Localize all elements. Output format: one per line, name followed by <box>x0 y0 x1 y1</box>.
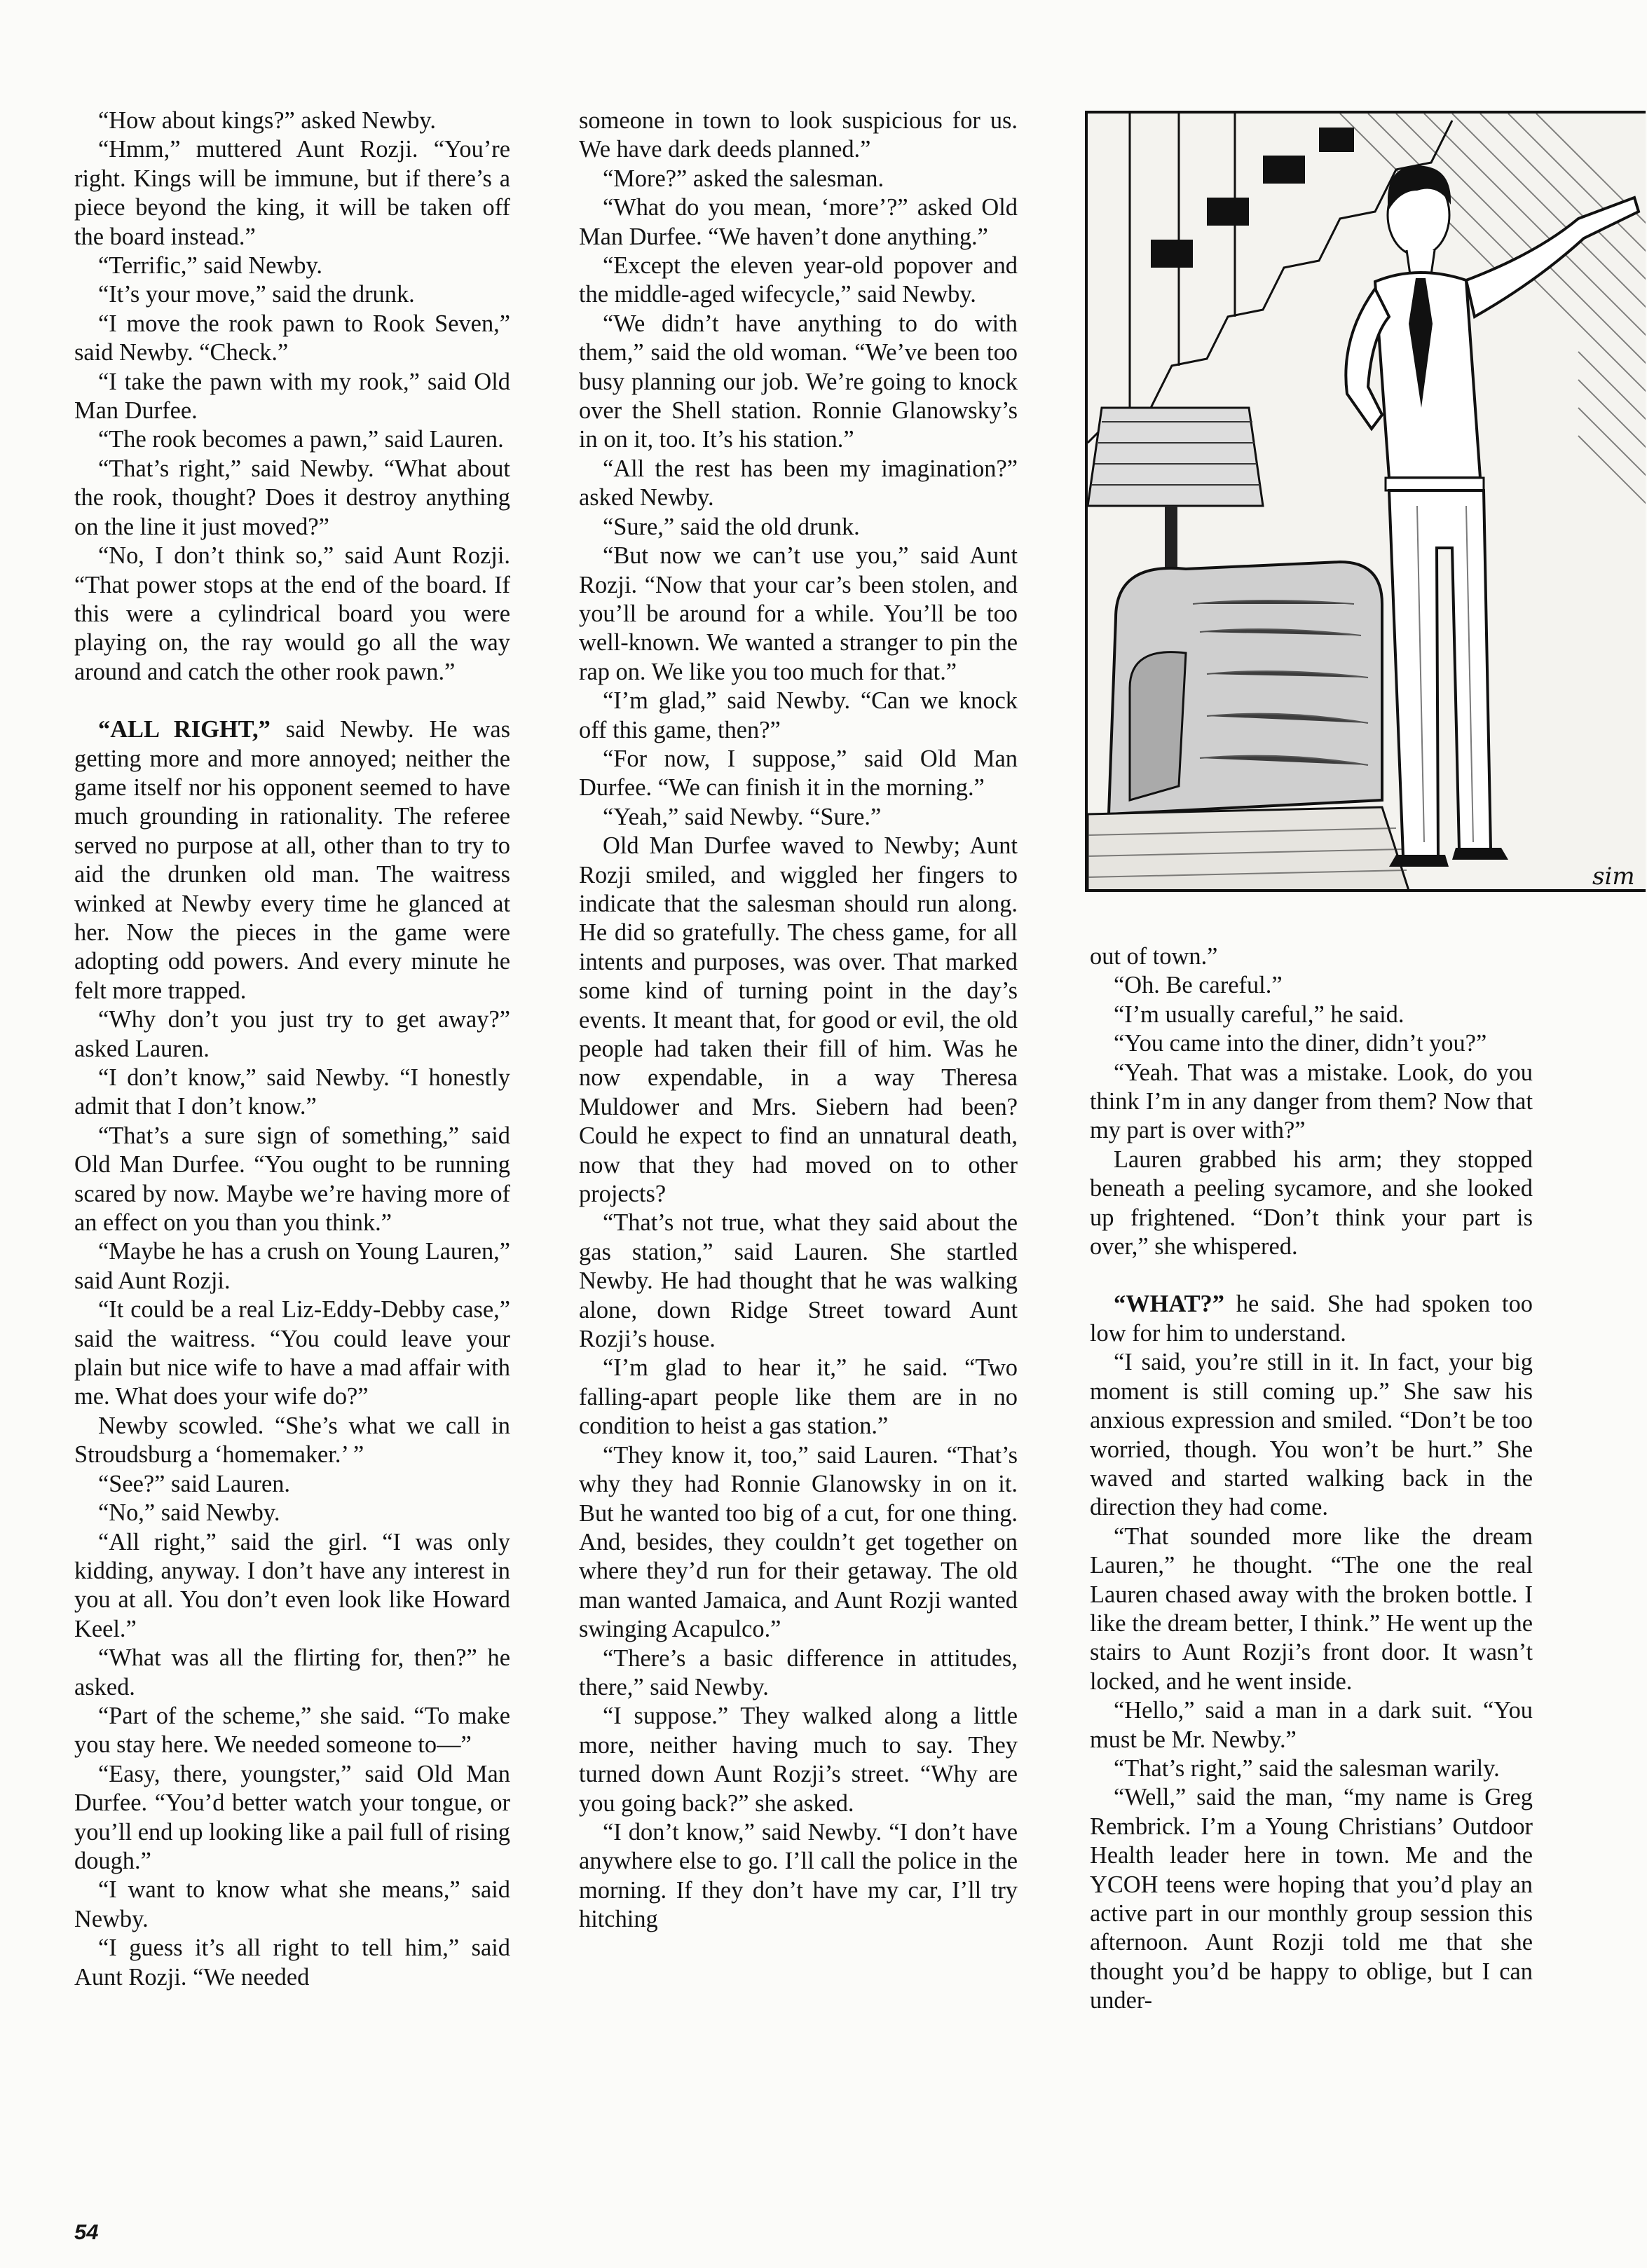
paragraph-text: “I take the pawn with my rook,” said Old Man Durfee. <box>74 368 510 425</box>
paragraph <box>74 252 510 280</box>
paragraph-text: “I don’t know,” said Newby. “I don’t have anywhere else to go. I’ll call the police in the morning. If they don’t have my car, I’ll try hitching <box>579 1818 1018 1933</box>
paragraph-text: “What was all the flirting for, then?” he asked. <box>74 1644 510 1700</box>
paragraph <box>579 832 1018 1209</box>
section-lead-in: “ALL RIGHT,” <box>98 716 271 743</box>
paragraph <box>74 1760 510 1876</box>
paragraph <box>579 165 1018 193</box>
paragraph <box>74 1470 510 1499</box>
paragraph <box>579 745 1018 803</box>
paragraph-text: “But now we can’t use you,” said Aunt Rozji. “Now that your car’s been stolen, and you’ll be around for a while. You’ll be too well-known. We wanted a stranger to pin the rap on. We like you too much for that.” <box>579 542 1018 685</box>
paragraph-text: “It’s your move,” said the drunk. <box>98 281 415 308</box>
paragraph <box>74 1528 510 1644</box>
paragraph <box>579 1209 1018 1354</box>
paragraph <box>74 1064 510 1122</box>
paragraph-text: “Part of the scheme,” she said. “To make you stay here. We needed someone to—” <box>74 1702 510 1759</box>
paragraph-text: “Well,” said the man, “my name is Greg Rembrick. I’m a Young Christians’ Outdoor Health leader here in town. Me and the YCOH teens were hoping that you’d play an active part in our monthly group session this afternoon. Aunt Rozji told me that she thought you’d be happy to oblige, but I can under- <box>1090 1784 1533 2014</box>
paragraph <box>74 455 510 542</box>
paragraph <box>74 1499 510 1527</box>
paragraph-text: “I suppose.” They walked along a little more, neither having much to say. They turned down Aunt Rozji’s street. “Why are you going back?” she asked. <box>579 1703 1018 1817</box>
paragraph-text: “Hmm,” muttered Aunt Rozji. “You’re right. Kings will be immune, but if there’s a piece beyond the king, it will be taken off the board instead.” <box>74 136 510 250</box>
paragraph-text: someone in town to look suspicious for us. We have dark deeds planned.” <box>579 107 1018 163</box>
paragraph <box>1090 1696 1533 1754</box>
artist-signature: sim <box>1592 862 1635 891</box>
paragraph <box>74 1237 510 1295</box>
paragraph <box>579 513 1018 542</box>
paragraph-text: “I guess it’s all right to tell him,” said Aunt Rozji. “We needed <box>74 1934 510 1991</box>
paragraph <box>74 135 510 252</box>
paragraph-text: “They know it, too,” said Lauren. “That’s why they had Ronnie Glanowsky in on it. But he wanted too big of a cut, for one thing. And, besides, they couldn’t get together on where they’d run for their getaway. The old man wanted Jamaica, and Aunt Rozji wanted swinging Acapulco.” <box>579 1441 1018 1643</box>
paragraph-text: “Terrific,” said Newby. <box>98 252 323 280</box>
paragraph <box>74 106 510 135</box>
paragraph-text: Newby scowled. “She’s what we call in Stroudsburg a ‘homemaker.’ ” <box>74 1412 510 1469</box>
paragraph <box>74 368 510 426</box>
paragraph-text: “No,” said Newby. <box>98 1499 280 1527</box>
text-column-2 <box>579 106 1018 1934</box>
paragraph-text: “I’m glad,” said Newby. “Can we knock off this game, then?” <box>579 687 1018 743</box>
paragraph-text: “I’m glad to hear it,” he said. “Two falling-apart people like them are in no condition to heist a gas station.” <box>579 1354 1018 1440</box>
paragraph-text: “That’s a sure sign of something,” said Old Man Durfee. “You ought to be running scared by now. Maybe we’re having more of an effect on you than you think.” <box>74 1122 510 1237</box>
paragraph <box>579 803 1018 832</box>
paragraph-text: “For now, I suppose,” said Old Man Durfee. “We can finish it in the morning.” <box>579 745 1018 802</box>
paragraph <box>74 310 510 368</box>
paragraph-text: he said. She had spoken too low for him to understand. <box>1090 1291 1533 1347</box>
paragraph <box>1090 1146 1533 1262</box>
man-standing-by-sofa-illustration <box>1088 114 1646 892</box>
paragraph <box>74 280 510 309</box>
paragraph <box>74 1702 510 1760</box>
paragraph <box>1090 1523 1533 1696</box>
paragraph <box>1090 1348 1533 1522</box>
paragraph-text: Lauren grabbed his arm; they stopped beneath a peeling sycamore, and she looked up frightened. “Don’t think your part is over,” she whispered. <box>1090 1146 1533 1260</box>
paragraph-text: “It could be a real Liz-Eddy-Debby case,” said the waitress. “You could leave your plain but nice wife to have a mad affair with me. What does your wife do?” <box>74 1296 510 1410</box>
paragraph <box>1090 971 1533 1000</box>
paragraph <box>1090 1059 1533 1146</box>
paragraph <box>74 542 510 687</box>
section-lead-in: “WHAT?” <box>1114 1291 1224 1318</box>
paragraph-text: “I said, you’re still in it. In fact, your big moment is still coming up.” She saw his anxious expression and smiled. “Don’t be too worried, though. You won’t be hurt.” She waved and started walking back in the direction they had come. <box>1090 1349 1533 1521</box>
paragraph-text: “Why don’t you just try to get away?” asked Lauren. <box>74 1006 510 1062</box>
paragraph-text: “That sounded more like the dream Lauren,” he thought. “The one the real Lauren chased away with the broken bottle. I like the dream better, I think.” He went up the stairs to Aunt Rozji’s front door. It wasn’t locked, and he went inside. <box>1090 1523 1533 1695</box>
story-illustration <box>1085 111 1646 892</box>
paragraph <box>1090 1029 1533 1058</box>
paragraph-text: “Oh. Be careful.” <box>1114 972 1283 999</box>
paragraph-text: out of town.” <box>1090 943 1218 970</box>
paragraph <box>74 715 510 1005</box>
paragraph-text: Old Man Durfee waved to Newby; Aunt Rozji smiled, and wiggled her fingers to indicate that the salesman should run along. He did so gratefully. The chess game, for all intents and purposes, was over. That marked some kind of turning point in the day’s events. It meant that, for good or evil, the old people had taken their fill of him. Was he now expendable, in a way Theresa Muldower and Mrs. Siebern had been? Could he expect to find an unnatural death, now that they had moved on to other projects? <box>579 832 1018 1208</box>
paragraph <box>579 193 1018 252</box>
paragraph <box>579 1441 1018 1644</box>
paragraph-text: “Except the eleven year-old popover and the middle-aged wifecycle,” said Newby. <box>579 252 1018 308</box>
paragraph <box>74 1876 510 1934</box>
paragraph-text: said Newby. He was getting more and more annoyed; neither the game itself nor his opponent seemed to have much grounding in rationality. The referee served no purpose at all, other than to try to aid the drunken old man. The waitress winked at Newby every time he glanced at her. Now the pieces in the game were adopting odd powers. And every minute he felt more trapped. <box>74 716 510 1004</box>
text-column-1 <box>74 106 510 1992</box>
paragraph <box>74 1412 510 1470</box>
paragraph-text: “Easy, there, youngster,” said Old Man Durfee. “You’d better watch your tongue, or you’ll end up looking like a pail full of rising dough.” <box>74 1760 510 1874</box>
paragraph-text: “Sure,” said the old drunk. <box>603 513 860 540</box>
paragraph <box>74 1934 510 1992</box>
paragraph <box>1090 1783 1533 2015</box>
paragraph <box>1090 942 1533 971</box>
paragraph <box>74 1644 510 1702</box>
paragraph-text: “Yeah,” said Newby. “Sure.” <box>603 803 882 830</box>
paragraph-text: “Hello,” said a man in a dark suit. “You must be Mr. Newby.” <box>1090 1697 1533 1753</box>
paragraph-text: “How about kings?” asked Newby. <box>98 107 436 134</box>
paragraph <box>74 1295 510 1412</box>
paragraph <box>579 1354 1018 1441</box>
paragraph <box>579 106 1018 165</box>
paragraph-text: “You came into the diner, didn’t you?” <box>1114 1030 1487 1057</box>
text-column-3 <box>1090 942 1533 2016</box>
paragraph-text: “Maybe he has a crush on Young Lauren,” said Aunt Rozji. <box>74 1238 510 1294</box>
paragraph-text: “The rook becomes a pawn,” said Lauren. <box>98 426 504 453</box>
paragraph <box>579 252 1018 310</box>
paragraph-text: “See?” said Lauren. <box>98 1470 291 1497</box>
paragraph-text: “There’s a basic difference in attitudes, there,” said Newby. <box>579 1644 1018 1700</box>
paragraph <box>74 425 510 454</box>
paragraph <box>1090 1754 1533 1783</box>
paragraph-text: “More?” asked the salesman. <box>603 165 884 192</box>
paragraph <box>1090 1001 1533 1029</box>
paragraph-text: “We didn’t have anything to do with them,” said the old woman. “We’ve been too busy planning our job. We’re going to knock over the Shell station. Ronnie Glanowsky’s in on it, too. It’s his station.” <box>579 310 1018 453</box>
paragraph-text: “All right,” said the girl. “I was only kidding, anyway. I don’t have any interest in you at all. You don’t even look like Howard Keel.” <box>74 1528 510 1642</box>
paragraph <box>579 310 1018 455</box>
paragraph <box>579 1644 1018 1703</box>
paragraph-text: “That’s right,” said the salesman warily. <box>1114 1754 1500 1782</box>
paragraph <box>74 1005 510 1064</box>
paragraph-text: “I move the rook pawn to Rook Seven,” said Newby. “Check.” <box>74 310 510 366</box>
page-number: 54 <box>74 2220 99 2244</box>
paragraph <box>1090 1290 1533 1348</box>
paragraph-text: “Yeah. That was a mistake. Look, do you think I’m in any danger from them? Now that my part is over with?” <box>1090 1059 1533 1144</box>
paragraph <box>579 687 1018 745</box>
paragraph-text: “That’s not true, what they said about the gas station,” said Lauren. She startled Newby. He had thought that he was walking alone, down Ridge Street toward Aunt Rozji’s house. <box>579 1209 1018 1353</box>
paragraph <box>579 1818 1018 1934</box>
paragraph-text: “All the rest has been my imagination?” asked Newby. <box>579 455 1018 511</box>
paragraph-text: “That’s right,” said Newby. “What about the rook, thought? Does it destroy anything on the line it just moved?” <box>74 455 510 540</box>
paragraph-text: “I’m usually careful,” he said. <box>1114 1001 1405 1028</box>
paragraph <box>579 1702 1018 1818</box>
paragraph-text: “No, I don’t think so,” said Aunt Rozji. “That power stops at the end of the board. If this were a cylindrical board you were playing on, the ray would go all the way around and catch the other rook pawn.” <box>74 542 510 685</box>
paragraph-text: “I don’t know,” said Newby. “I honestly admit that I don’t know.” <box>74 1064 510 1120</box>
paragraph-text: “What do you mean, ‘more’?” asked Old Man Durfee. “We haven’t done anything.” <box>579 194 1018 250</box>
paragraph <box>579 542 1018 687</box>
paragraph-text: “I want to know what she means,” said Newby. <box>74 1876 510 1932</box>
paragraph <box>579 455 1018 513</box>
paragraph <box>74 1122 510 1238</box>
